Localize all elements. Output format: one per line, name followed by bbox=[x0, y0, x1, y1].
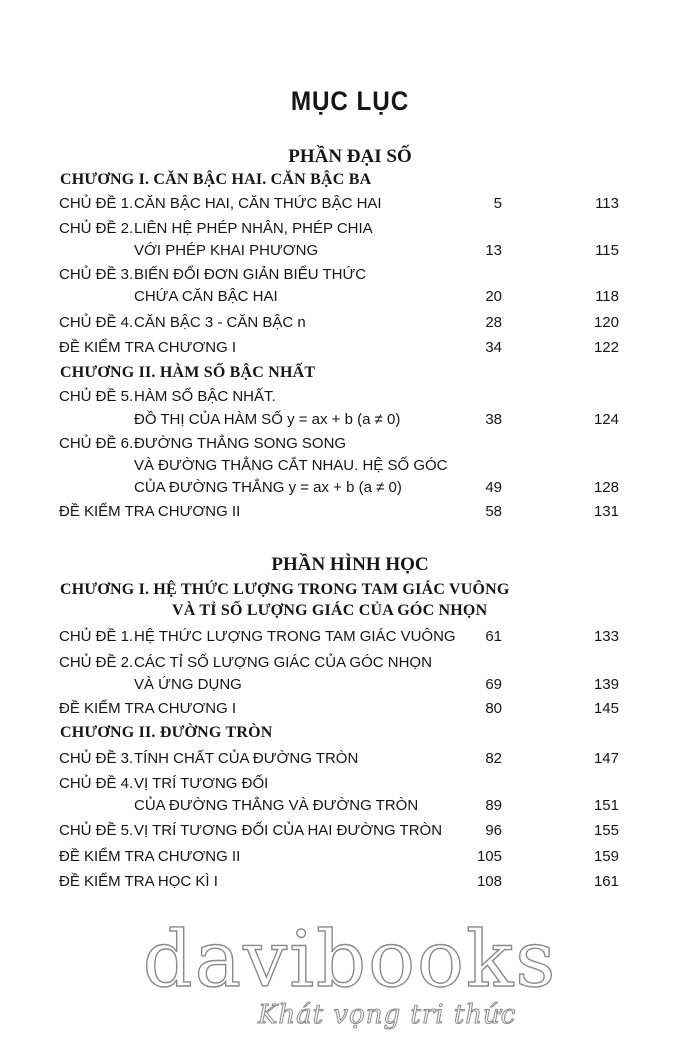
page-number-theory: 96 bbox=[485, 822, 502, 839]
page-number-answers: 120 bbox=[593, 314, 619, 331]
page-number-theory: 13 bbox=[485, 242, 502, 259]
page-number-theory: 34 bbox=[485, 339, 502, 356]
page-number-answers: 139 bbox=[593, 676, 619, 693]
geometry-chapter-2-heading: CHƯƠNG II. ĐƯỜNG TRÒN bbox=[60, 724, 273, 741]
entry-prefix: CHỦ ĐỀ 1. bbox=[59, 195, 134, 212]
part-algebra-title: PHẦN ĐẠI SỐ bbox=[288, 146, 412, 167]
page-number-answers: 147 bbox=[593, 750, 619, 767]
entry-title-continued: VỚI PHÉP KHAI PHƯƠNG bbox=[134, 242, 319, 259]
entry-title-continued: CỦA ĐƯỜNG THẲNG VÀ ĐƯỜNG TRÒN bbox=[134, 797, 419, 814]
entry-title: ĐỀ KIỂM TRA CHƯƠNG II bbox=[59, 503, 241, 520]
page-number-theory: 80 bbox=[485, 700, 502, 717]
entry-prefix: CHỦ ĐỀ 3. bbox=[59, 750, 134, 767]
entry-title: ĐƯỜNG THẲNG SONG SONG bbox=[134, 435, 347, 452]
entry-prefix: CHỦ ĐỀ 4. bbox=[59, 314, 134, 331]
entry-title: VỊ TRÍ TƯƠNG ĐỐI CỦA HAI ĐƯỜNG TRÒN bbox=[134, 822, 443, 839]
entry-title: ĐỀ KIỂM TRA CHƯƠNG II bbox=[59, 848, 241, 865]
page-title: MỤC LỤC bbox=[290, 86, 410, 116]
page-number-theory: 58 bbox=[485, 503, 502, 520]
page-number-answers: 128 bbox=[593, 479, 619, 496]
brand-slogan: Khát vọng tri thức bbox=[258, 1000, 517, 1030]
entry-prefix: CHỦ ĐỀ 2. bbox=[59, 220, 134, 237]
page-number-theory: 61 bbox=[485, 628, 502, 645]
entry-prefix: CHỦ ĐỀ 5. bbox=[59, 822, 134, 839]
page-number-answers: 133 bbox=[593, 628, 619, 645]
entry-title-continued: VÀ ĐƯỜNG THẲNG CẮT NHAU. HỆ SỐ GÓC bbox=[134, 457, 448, 474]
entry-title: ĐỀ KIỂM TRA HỌC KÌ I bbox=[59, 873, 218, 890]
entry-title: CĂN BẬC 3 - CĂN BẬC n bbox=[134, 314, 306, 331]
entry-title-continued: CHỨA CĂN BẬC HAI bbox=[134, 288, 278, 305]
entry-title: CĂN BẬC HAI, CĂN THỨC BẬC HAI bbox=[134, 195, 382, 212]
entry-title: LIÊN HỆ PHÉP NHÂN, PHÉP CHIA bbox=[134, 220, 373, 237]
brand-watermark: davibooks bbox=[142, 915, 558, 1005]
geometry-chapter-1-heading: CHƯƠNG I. HỆ THỨC LƯỢNG TRONG TAM GIÁC VUÔNG bbox=[60, 581, 510, 598]
entry-prefix: CHỦ ĐỀ 1. bbox=[59, 628, 134, 645]
page-number-theory: 108 bbox=[476, 873, 502, 890]
page-number-theory: 69 bbox=[485, 676, 502, 693]
entry-title: CÁC TỈ SỐ LƯỢNG GIÁC CỦA GÓC NHỌN bbox=[134, 654, 432, 671]
page-number-theory: 89 bbox=[485, 797, 502, 814]
page-number-answers: 124 bbox=[593, 411, 619, 428]
part-geometry-title: PHẦN HÌNH HỌC bbox=[271, 554, 429, 575]
entry-title: VỊ TRÍ TƯƠNG ĐỐI bbox=[134, 775, 269, 792]
page-number-theory: 105 bbox=[476, 848, 502, 865]
page-number-theory: 38 bbox=[485, 411, 502, 428]
entry-title: TÍNH CHẤT CỦA ĐƯỜNG TRÒN bbox=[134, 750, 359, 767]
entry-title-continued: CỦA ĐƯỜNG THẲNG y = ax + b (a ≠ 0) bbox=[134, 479, 402, 496]
entry-title-continued: VÀ ỨNG DỤNG bbox=[134, 676, 242, 693]
page-number-answers: 122 bbox=[593, 339, 619, 356]
entry-title-continued: ĐỒ THỊ CỦA HÀM SỐ y = ax + b (a ≠ 0) bbox=[134, 411, 401, 428]
entry-title: ĐỀ KIỂM TRA CHƯƠNG I bbox=[59, 700, 237, 717]
page-number-answers: 118 bbox=[595, 288, 619, 305]
page-number-answers: 161 bbox=[593, 873, 619, 890]
entry-prefix: CHỦ ĐỀ 5. bbox=[59, 388, 134, 405]
algebra-chapter-1-heading: CHƯƠNG I. CĂN BẬC HAI. CĂN BẬC BA bbox=[60, 171, 372, 188]
page-number-theory: 20 bbox=[485, 288, 502, 305]
page-number-answers: 131 bbox=[593, 503, 619, 520]
entry-prefix: CHỦ ĐỀ 2. bbox=[59, 654, 134, 671]
page-number-answers: 115 bbox=[595, 242, 619, 259]
entry-prefix: CHỦ ĐỀ 6. bbox=[59, 435, 134, 452]
page-number-answers: 151 bbox=[593, 797, 619, 814]
entry-prefix: CHỦ ĐỀ 4. bbox=[59, 775, 134, 792]
entry-title: ĐỀ KIỂM TRA CHƯƠNG I bbox=[59, 339, 237, 356]
page-number-theory: 49 bbox=[485, 479, 502, 496]
entry-title: BIẾN ĐỔI ĐƠN GIẢN BIỂU THỨC bbox=[134, 266, 367, 283]
geometry-chapter-1-heading-cont: VÀ TỈ SỐ LƯỢNG GIÁC CỦA GÓC NHỌN bbox=[172, 602, 488, 619]
page-number-answers: 113 bbox=[595, 195, 619, 212]
algebra-chapter-2-heading: CHƯƠNG II. HÀM SỐ BẬC NHẤT bbox=[60, 364, 316, 381]
page-number-answers: 159 bbox=[593, 848, 619, 865]
page-number-theory: 82 bbox=[485, 750, 502, 767]
entry-title: HỆ THỨC LƯỢNG TRONG TAM GIÁC VUÔNG bbox=[134, 628, 456, 645]
entry-title: HÀM SỐ BẬC NHẤT. bbox=[134, 388, 276, 405]
page-number-answers: 155 bbox=[593, 822, 619, 839]
page-number-theory: 28 bbox=[485, 314, 502, 331]
page-number-answers: 145 bbox=[593, 700, 619, 717]
page-number-theory: 5 bbox=[493, 195, 502, 212]
entry-prefix: CHỦ ĐỀ 3. bbox=[59, 266, 134, 283]
